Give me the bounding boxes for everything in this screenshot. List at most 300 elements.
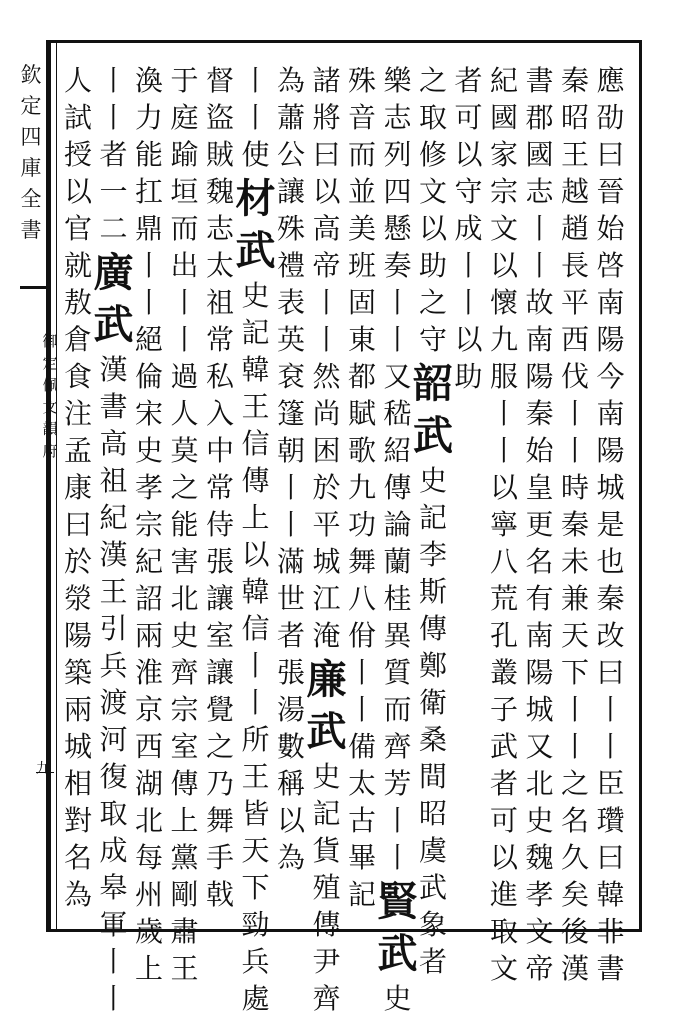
glyph: 室 xyxy=(170,730,199,763)
glyph: 而 xyxy=(170,212,199,245)
glyph: 丨 xyxy=(276,508,305,541)
glyph: 更 xyxy=(525,508,554,541)
glyph: 丨 xyxy=(134,249,163,282)
glyph: 應 xyxy=(596,64,625,97)
glyph: 音 xyxy=(347,101,376,134)
glyph: 國 xyxy=(525,138,554,171)
glyph: 常 xyxy=(205,471,234,504)
glyph: 矣 xyxy=(560,878,589,911)
glyph: 漢 xyxy=(560,952,589,985)
glyph: 勁 xyxy=(241,908,270,941)
glyph: 讓 xyxy=(205,656,234,689)
glyph: 助 xyxy=(454,360,483,393)
glyph: 傳 xyxy=(170,767,199,800)
glyph: 桂 xyxy=(383,582,412,615)
glyph: 傳 xyxy=(383,471,412,504)
glyph: 王 xyxy=(560,138,589,171)
glyph: 史 xyxy=(383,982,412,1015)
glyph: 故 xyxy=(525,286,554,319)
glyph: 未 xyxy=(560,545,589,578)
glyph: 志 xyxy=(525,175,554,208)
glyph: 武 xyxy=(413,412,453,459)
glyph: 始 xyxy=(596,212,625,245)
glyph: 篷 xyxy=(276,397,305,430)
glyph: 文 xyxy=(489,952,518,985)
glyph: 也 xyxy=(596,545,625,578)
glyph: 手 xyxy=(205,841,234,874)
glyph: 丨 xyxy=(454,286,483,319)
glyph: 志 xyxy=(205,212,234,245)
glyph: 並 xyxy=(347,175,376,208)
glyph: 宋 xyxy=(134,397,163,430)
glyph: 能 xyxy=(170,508,199,541)
glyph: 兩 xyxy=(63,693,92,726)
glyph: 者 xyxy=(99,138,128,171)
glyph: 而 xyxy=(347,138,376,171)
glyph: 進 xyxy=(489,878,518,911)
glyph: 以 xyxy=(454,138,483,171)
glyph: 高 xyxy=(312,212,341,245)
glyph: 兵 xyxy=(241,945,270,978)
glyph: 引 xyxy=(99,612,128,645)
glyph: 出 xyxy=(170,249,199,282)
glyph: 兩 xyxy=(134,619,163,652)
glyph: 相 xyxy=(63,767,92,800)
glyph: 以 xyxy=(454,323,483,356)
glyph: 南 xyxy=(596,397,625,430)
glyph: 太 xyxy=(205,249,234,282)
glyph: 九 xyxy=(489,323,518,356)
glyph: 丨 xyxy=(241,649,270,682)
glyph: 八 xyxy=(347,582,376,615)
glyph: 丨 xyxy=(525,212,554,245)
glyph: 史 xyxy=(312,760,341,793)
glyph: 英 xyxy=(276,323,305,356)
glyph: 孝 xyxy=(134,471,163,504)
glyph: 平 xyxy=(560,286,589,319)
glyph: 復 xyxy=(99,760,128,793)
glyph: 又 xyxy=(525,730,554,763)
side-rule xyxy=(20,286,46,289)
glyph: 之 xyxy=(418,64,447,97)
glyph: 伐 xyxy=(560,360,589,393)
glyph: 臣 xyxy=(596,767,625,800)
glyph: 北 xyxy=(525,767,554,800)
glyph: 上 xyxy=(134,952,163,985)
glyph: 鼎 xyxy=(134,212,163,245)
glyph: 康 xyxy=(63,471,92,504)
glyph: 信 xyxy=(241,612,270,645)
glyph: 上 xyxy=(170,804,199,837)
glyph: 荒 xyxy=(489,582,518,615)
glyph: 之 xyxy=(170,471,199,504)
glyph: 丨 xyxy=(596,730,625,763)
glyph: 韓 xyxy=(241,353,270,386)
glyph: 帝 xyxy=(525,952,554,985)
glyph: 曰 xyxy=(596,656,625,689)
glyph: 陽 xyxy=(525,360,554,393)
book-title-char: 文 xyxy=(42,398,58,416)
glyph: 官 xyxy=(63,212,92,245)
glyph: 督 xyxy=(205,64,234,97)
book-title-char: 韻 xyxy=(42,420,58,438)
glyph: 處 xyxy=(241,982,270,1015)
glyph: 東 xyxy=(347,323,376,356)
glyph: 丨 xyxy=(347,693,376,726)
glyph: 室 xyxy=(205,619,234,652)
glyph: 者 xyxy=(454,64,483,97)
glyph: 蘭 xyxy=(383,545,412,578)
glyph: 王 xyxy=(99,575,128,608)
glyph: 信 xyxy=(241,427,270,460)
glyph: 人 xyxy=(170,397,199,430)
glyph: 陽 xyxy=(63,619,92,652)
glyph: 衛 xyxy=(418,686,447,719)
glyph: 取 xyxy=(489,915,518,948)
glyph: 子 xyxy=(489,693,518,726)
glyph: 於 xyxy=(312,471,341,504)
glyph: 以 xyxy=(241,538,270,571)
glyph: 家 xyxy=(489,138,518,171)
glyph: 殊 xyxy=(347,64,376,97)
glyph: 歲 xyxy=(134,915,163,948)
glyph: 武 xyxy=(489,730,518,763)
glyph: 後 xyxy=(560,915,589,948)
glyph: 叢 xyxy=(489,656,518,689)
glyph: 宗 xyxy=(489,175,518,208)
glyph: 名 xyxy=(63,841,92,874)
glyph: 二 xyxy=(99,212,128,245)
glyph: 王 xyxy=(241,760,270,793)
glyph: 者 xyxy=(418,945,447,978)
glyph: 軍 xyxy=(99,908,128,941)
glyph: 丨 xyxy=(383,286,412,319)
glyph: 秦 xyxy=(560,508,589,541)
glyph: 丨 xyxy=(347,656,376,689)
glyph: 紀 xyxy=(489,64,518,97)
glyph: 以 xyxy=(418,212,447,245)
glyph: 殖 xyxy=(312,871,341,904)
glyph: 所 xyxy=(241,723,270,756)
glyph: 盜 xyxy=(205,101,234,134)
glyph: 論 xyxy=(383,508,412,541)
glyph: 天 xyxy=(560,619,589,652)
page-number-rule xyxy=(36,772,54,773)
glyph: 孟 xyxy=(63,434,92,467)
glyph: 記 xyxy=(312,797,341,830)
glyph: 人 xyxy=(63,64,92,97)
glyph: 丨 xyxy=(99,945,128,978)
glyph: 功 xyxy=(347,508,376,541)
glyph: 秦 xyxy=(525,397,554,430)
glyph: 過 xyxy=(170,360,199,393)
glyph: 殊 xyxy=(276,212,305,245)
glyph: 芳 xyxy=(383,767,412,800)
glyph: 斯 xyxy=(418,575,447,608)
glyph: 紹 xyxy=(383,434,412,467)
glyph: 丨 xyxy=(99,982,128,1015)
glyph: 城 xyxy=(596,471,625,504)
glyph: 丨 xyxy=(170,286,199,319)
glyph: 丨 xyxy=(241,64,270,97)
glyph: 記 xyxy=(241,316,270,349)
glyph: 私 xyxy=(205,360,234,393)
glyph: 滿 xyxy=(276,545,305,578)
glyph: 之 xyxy=(418,286,447,319)
glyph: 非 xyxy=(596,915,625,948)
glyph: 皇 xyxy=(525,471,554,504)
glyph: 傳 xyxy=(418,612,447,645)
glyph: 于 xyxy=(170,64,199,97)
glyph: 備 xyxy=(347,730,376,763)
glyph: 而 xyxy=(383,693,412,726)
glyph: 陽 xyxy=(596,434,625,467)
glyph: 者 xyxy=(489,767,518,800)
glyph: 試 xyxy=(63,101,92,134)
glyph: 以 xyxy=(489,249,518,282)
glyph: 北 xyxy=(170,582,199,615)
glyph: 紀 xyxy=(134,545,163,578)
glyph: 州 xyxy=(134,878,163,911)
glyph: 畢 xyxy=(347,841,376,874)
glyph: 困 xyxy=(312,434,341,467)
glyph: 京 xyxy=(134,693,163,726)
glyph: 郡 xyxy=(525,101,554,134)
glyph: 守 xyxy=(418,323,447,356)
glyph: 入 xyxy=(205,397,234,430)
glyph: 為 xyxy=(63,878,92,911)
glyph: 垣 xyxy=(170,175,199,208)
glyph: 可 xyxy=(489,804,518,837)
side-label-char: 全 xyxy=(20,187,42,211)
glyph: 名 xyxy=(525,545,554,578)
glyph: 班 xyxy=(347,249,376,282)
glyph: 覺 xyxy=(205,693,234,726)
glyph: 戟 xyxy=(205,878,234,911)
glyph: 朝 xyxy=(276,434,305,467)
glyph: 齊 xyxy=(170,656,199,689)
glyph: 以 xyxy=(276,804,305,837)
glyph: 太 xyxy=(347,767,376,800)
glyph: 之 xyxy=(205,730,234,763)
glyph: 都 xyxy=(347,360,376,393)
glyph: 丨 xyxy=(596,693,625,726)
glyph: 齊 xyxy=(383,730,412,763)
glyph: 韓 xyxy=(596,878,625,911)
glyph: 倉 xyxy=(63,323,92,356)
glyph: 丨 xyxy=(525,249,554,282)
glyph: 書 xyxy=(99,390,128,423)
glyph: 以 xyxy=(63,175,92,208)
glyph: 昭 xyxy=(418,797,447,830)
glyph: 祖 xyxy=(205,286,234,319)
glyph: 宗 xyxy=(170,693,199,726)
glyph: 以 xyxy=(312,175,341,208)
glyph: 丨 xyxy=(241,686,270,719)
glyph: 滎 xyxy=(63,582,92,615)
glyph: 對 xyxy=(63,804,92,837)
glyph: 李 xyxy=(418,538,447,571)
glyph: 始 xyxy=(525,434,554,467)
glyph: 象 xyxy=(418,908,447,941)
glyph: 書 xyxy=(525,64,554,97)
glyph: 記 xyxy=(347,878,376,911)
glyph: 北 xyxy=(134,804,163,837)
glyph: 文 xyxy=(489,212,518,245)
glyph: 讓 xyxy=(205,582,234,615)
glyph: 能 xyxy=(134,138,163,171)
glyph: 武 xyxy=(306,708,347,755)
glyph: 歌 xyxy=(347,434,376,467)
glyph: 尹 xyxy=(312,945,341,978)
glyph: 然 xyxy=(312,360,341,393)
glyph: 懸 xyxy=(383,212,412,245)
glyph: 扛 xyxy=(134,175,163,208)
glyph: 時 xyxy=(560,471,589,504)
side-label-char: 定 xyxy=(20,94,42,118)
glyph: 丨 xyxy=(560,397,589,430)
glyph: 以 xyxy=(489,841,518,874)
glyph: 寧 xyxy=(489,508,518,541)
glyph: 宗 xyxy=(134,508,163,541)
glyph: 廣 xyxy=(93,249,134,296)
book-title-char: 佩 xyxy=(42,376,58,394)
glyph: 九 xyxy=(347,471,376,504)
glyph: 湖 xyxy=(134,767,163,800)
glyph: 讓 xyxy=(276,175,305,208)
glyph: 越 xyxy=(560,175,589,208)
side-label-char: 書 xyxy=(20,218,42,242)
glyph: 齊 xyxy=(312,982,341,1015)
glyph: 昭 xyxy=(560,101,589,134)
glyph: 趙 xyxy=(560,212,589,245)
glyph: 志 xyxy=(383,101,412,134)
glyph: 公 xyxy=(276,138,305,171)
glyph: 高 xyxy=(99,427,128,460)
glyph: 就 xyxy=(63,249,92,282)
glyph: 武 xyxy=(93,301,134,348)
glyph: 廉 xyxy=(306,656,347,703)
glyph: 武 xyxy=(377,930,418,977)
glyph: 城 xyxy=(525,693,554,726)
glyph: 丨 xyxy=(99,64,128,97)
glyph: 異 xyxy=(383,619,412,652)
glyph: 曰 xyxy=(596,138,625,171)
glyph: 史 xyxy=(418,464,447,497)
glyph: 武 xyxy=(235,227,276,274)
glyph: 一 xyxy=(99,175,128,208)
glyph: 丨 xyxy=(560,693,589,726)
glyph: 侍 xyxy=(205,508,234,541)
glyph: 秦 xyxy=(596,582,625,615)
glyph: 丨 xyxy=(489,397,518,430)
side-label-char: 庫 xyxy=(20,156,42,180)
glyph: 湯 xyxy=(276,693,305,726)
glyph: 肅 xyxy=(170,915,199,948)
glyph: 史 xyxy=(241,279,270,312)
glyph: 丨 xyxy=(454,249,483,282)
glyph: 敖 xyxy=(63,286,92,319)
glyph: 渙 xyxy=(134,64,163,97)
glyph: 列 xyxy=(383,138,412,171)
glyph: 文 xyxy=(418,175,447,208)
glyph: 於 xyxy=(63,545,92,578)
glyph: 孔 xyxy=(489,619,518,652)
glyph: 黨 xyxy=(170,841,199,874)
glyph: 啓 xyxy=(596,249,625,282)
glyph: 奏 xyxy=(383,249,412,282)
glyph: 懷 xyxy=(489,286,518,319)
glyph: 取 xyxy=(418,101,447,134)
glyph: 下 xyxy=(241,871,270,904)
glyph: 上 xyxy=(241,501,270,534)
glyph: 之 xyxy=(560,767,589,800)
glyph: 天 xyxy=(241,834,270,867)
book-title-char: 定 xyxy=(42,354,58,372)
book-title-char: 府 xyxy=(42,442,58,460)
glyph: 丨 xyxy=(99,101,128,134)
glyph: 文 xyxy=(525,915,554,948)
glyph: 倫 xyxy=(134,360,163,393)
glyph: 賊 xyxy=(205,138,234,171)
glyph: 張 xyxy=(276,656,305,689)
side-label xyxy=(16,60,46,246)
glyph: 王 xyxy=(241,390,270,423)
glyph: 食 xyxy=(63,360,92,393)
glyph: 丨 xyxy=(383,323,412,356)
glyph: 注 xyxy=(63,397,92,430)
glyph: 丨 xyxy=(170,323,199,356)
glyph: 剛 xyxy=(170,878,199,911)
glyph: 是 xyxy=(596,508,625,541)
glyph: 秦 xyxy=(560,64,589,97)
glyph: 丨 xyxy=(312,286,341,319)
glyph: 河 xyxy=(99,723,128,756)
glyph: 丨 xyxy=(276,471,305,504)
glyph: 貨 xyxy=(312,834,341,867)
glyph: 乃 xyxy=(205,767,234,800)
glyph: 諸 xyxy=(312,64,341,97)
glyph: 劭 xyxy=(596,101,625,134)
glyph: 丨 xyxy=(560,434,589,467)
glyph: 詔 xyxy=(134,582,163,615)
page-number: 九 xyxy=(36,761,50,777)
glyph: 樂 xyxy=(383,64,412,97)
glyph: 舞 xyxy=(205,804,234,837)
glyph: 佾 xyxy=(347,619,376,652)
glyph: 賦 xyxy=(347,397,376,430)
glyph: 記 xyxy=(418,501,447,534)
glyph: 魏 xyxy=(525,841,554,874)
glyph: 有 xyxy=(525,582,554,615)
glyph: 為 xyxy=(276,841,305,874)
side-label-char: 欽 xyxy=(20,63,42,87)
glyph: 取 xyxy=(99,797,128,830)
glyph: 下 xyxy=(560,656,589,689)
glyph: 久 xyxy=(560,841,589,874)
glyph: 王 xyxy=(170,952,199,985)
glyph: 武 xyxy=(418,871,447,904)
glyph: 授 xyxy=(63,138,92,171)
glyph: 改 xyxy=(596,619,625,652)
glyph: 以 xyxy=(489,471,518,504)
glyph: 傳 xyxy=(312,908,341,941)
glyph: 平 xyxy=(312,508,341,541)
glyph: 兵 xyxy=(99,649,128,682)
glyph: 張 xyxy=(205,545,234,578)
glyph: 古 xyxy=(347,804,376,837)
glyph: 桑 xyxy=(418,723,447,756)
